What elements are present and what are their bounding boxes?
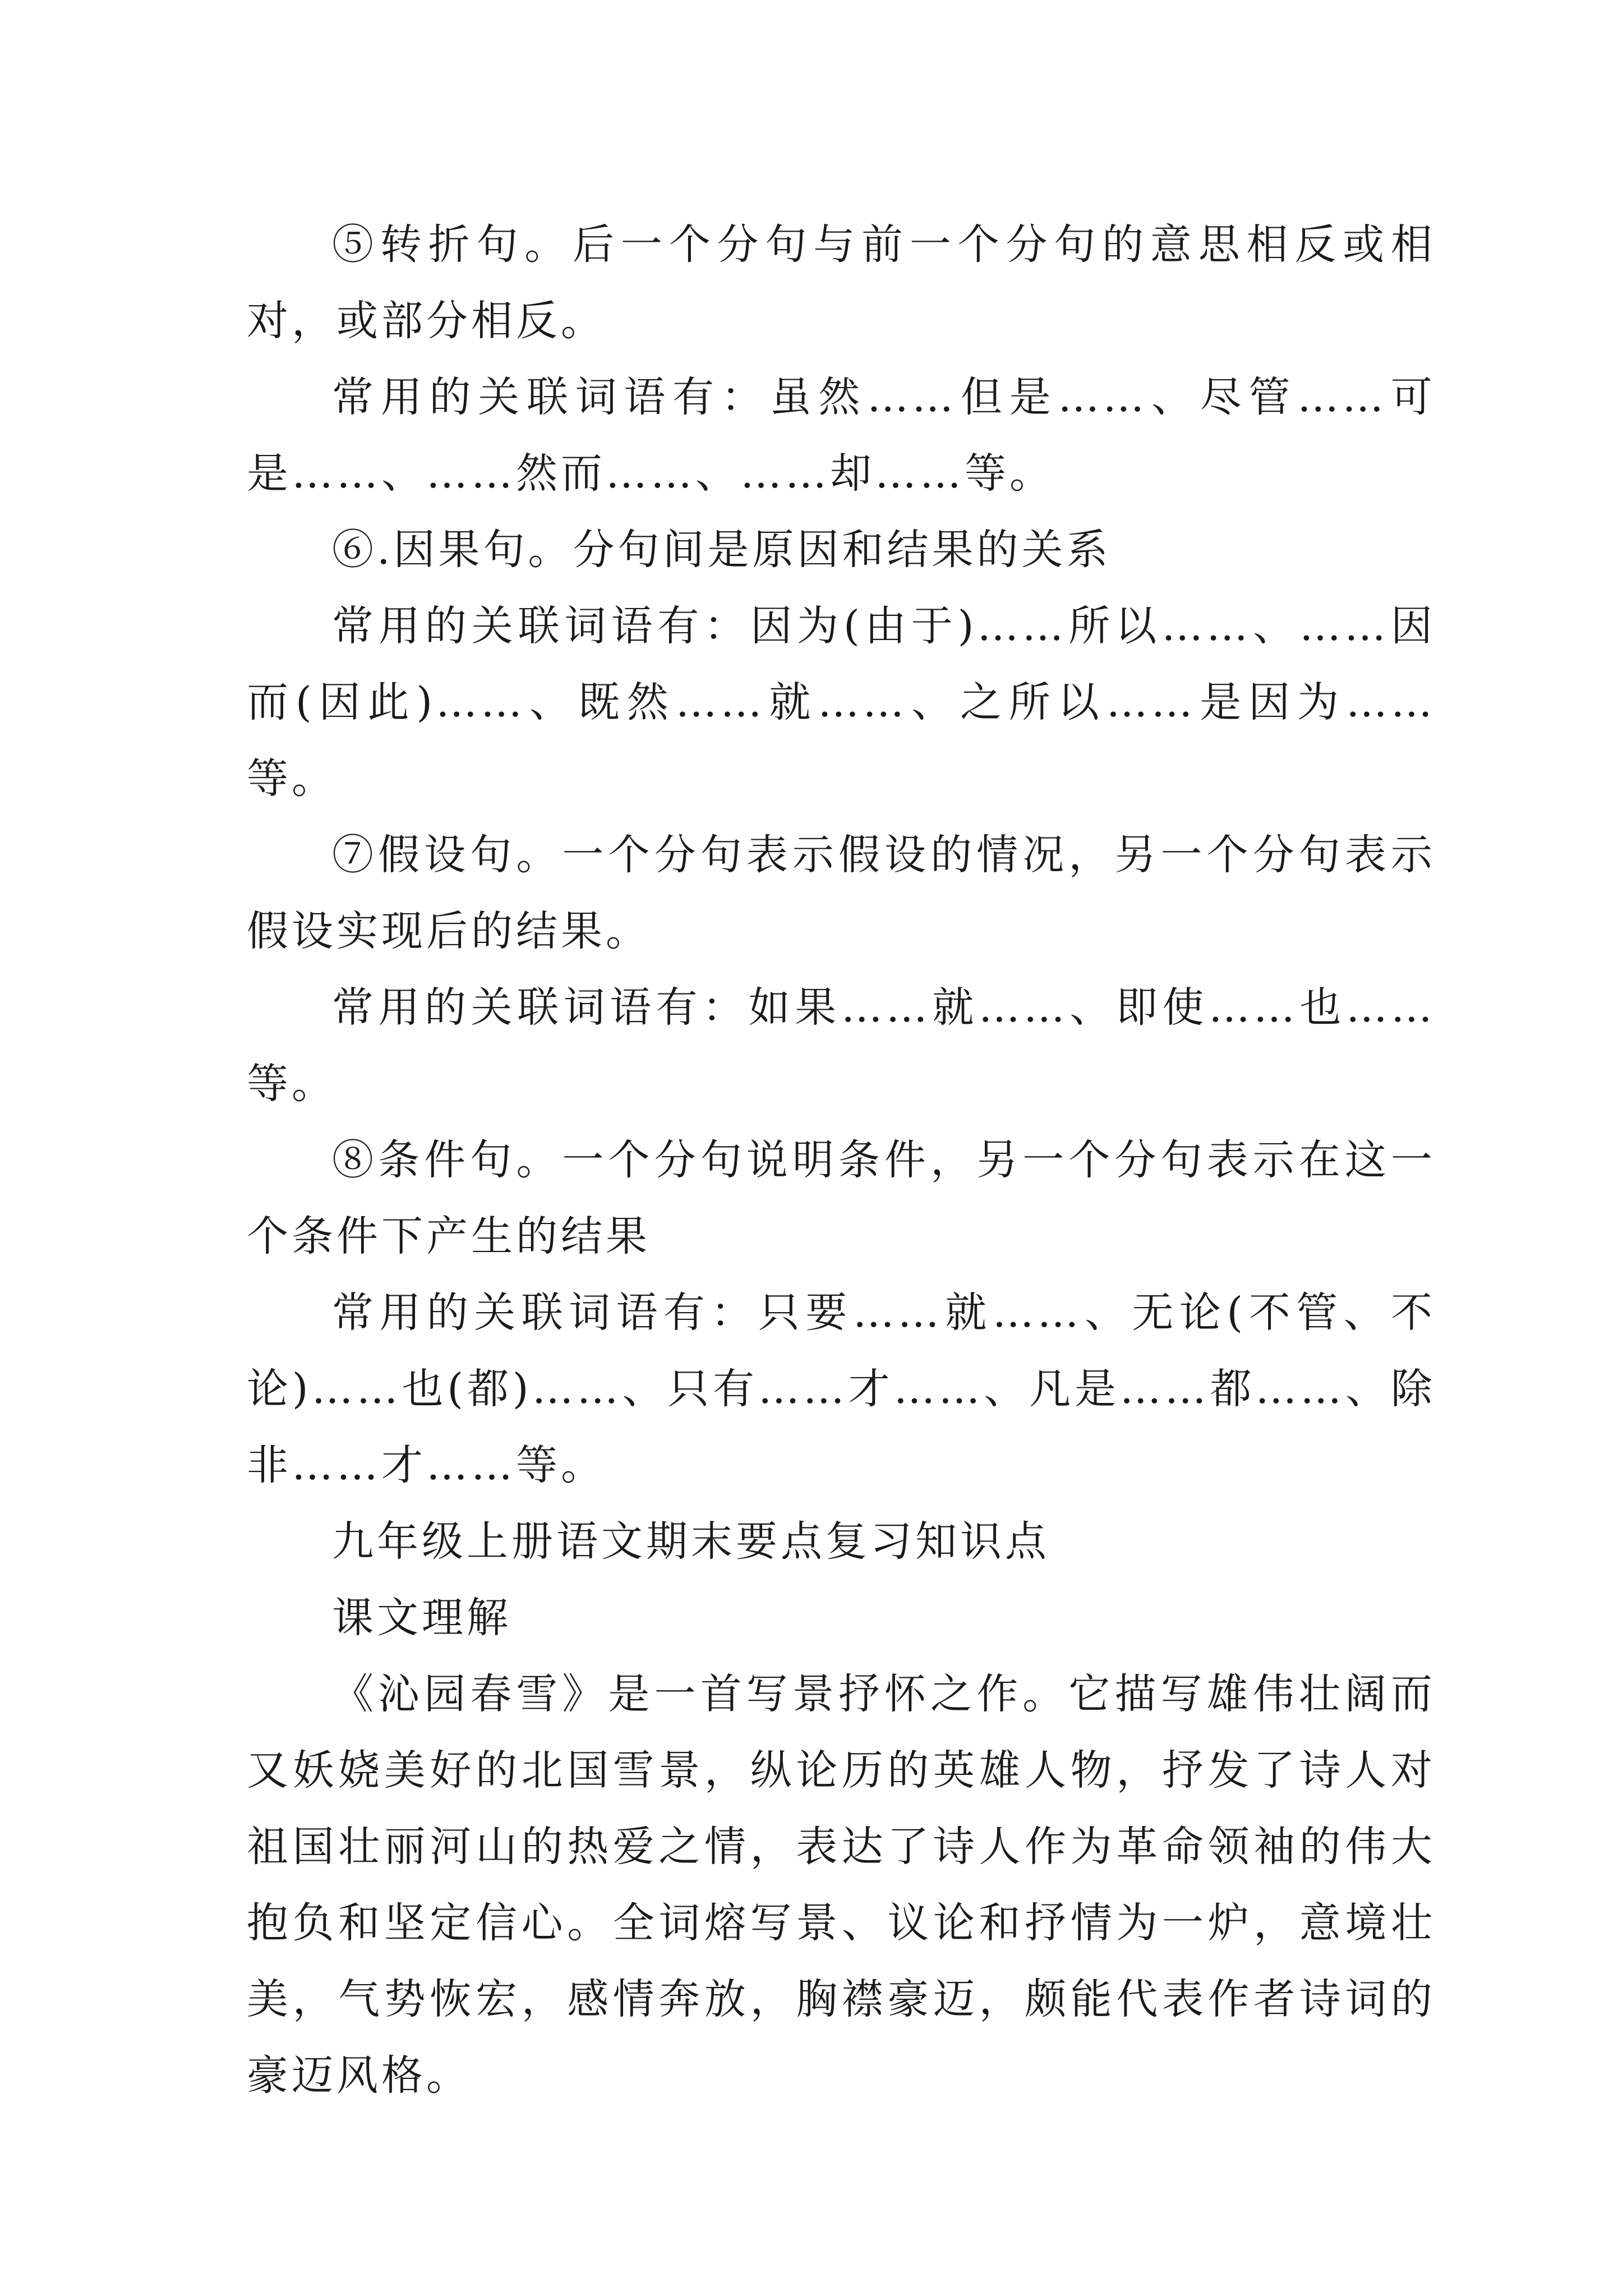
document-body — [247, 206, 1436, 2114]
paragraph-conditional-connectives: 常用的关联词语有：只要……就……、无论(不管、不论)……也(都)……、只有……才……、凡是……都……、除非……才……等。 — [247, 1289, 1436, 1489]
paragraph-conditional-sentence: ⑧条件句。一个分句说明条件，另一个分句表示在这一个条件下产生的结果 — [247, 1136, 1436, 1260]
paragraph-text-understanding: 《沁园春雪》是一首写景抒怀之作。它描写雄伟壮阔而又妖娆美好的北国雪景，纵论历的英雄人物，抒发了诗人对祖国壮丽河山的热爱之情，表达了诗人作为革命领袖的伟大抱负和坚定信心。全词熔写景、议论和抒情为一炉，意境壮美，气势恢宏，感情奔放，胸襟豪迈，颇能代表作者诗词的豪迈风格。 — [247, 1670, 1436, 2100]
paragraph-hypothetical-connectives: 常用的关联词语有：如果……就……、即使……也……等。 — [247, 983, 1436, 1108]
subsection-heading: 课文理解 — [332, 1594, 511, 1642]
paragraph-causal-sentence: ⑥.因果句。分句间是原因和结果的关系 — [332, 526, 1112, 574]
paragraph-causal-connectives: 常用的关联词语有：因为(由于)……所以……、……因而(因此)……、既然……就……、之所以……是因为……等。 — [247, 602, 1436, 803]
paragraph-hypothetical-sentence: ⑦假设句。一个分句表示假设的情况，另一个分句表示假设实现后的结果。 — [247, 831, 1436, 955]
paragraph-adversative-sentence: ⑤转折句。后一个分句与前一个分句的意思相反或相对，或部分相反。 — [247, 220, 1436, 345]
paragraph-adversative-connectives: 常用的关联词语有：虽然……但是……、尽管……可是……、……然而……、……却……等。 — [247, 373, 1436, 498]
section-heading: 九年级上册语文期末要点复习知识点 — [332, 1517, 1050, 1566]
